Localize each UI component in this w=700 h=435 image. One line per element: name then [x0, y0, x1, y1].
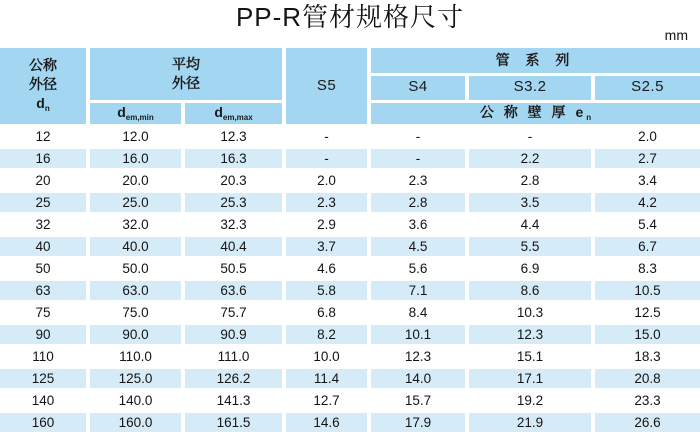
table-cell: 12.7 [284, 389, 369, 411]
table-cell: - [369, 125, 467, 147]
table-cell: 2.2 [467, 147, 593, 169]
unit-label: mm [664, 27, 688, 43]
page-title: PP-R管材规格尺寸 [235, 2, 465, 32]
table-cell: 140.0 [88, 389, 183, 411]
header-nominal-od-symbol: $d_n$ [36, 95, 50, 114]
header-dem-max: $d_{em,max}$ [183, 101, 284, 125]
table-cell: 4.6 [284, 257, 369, 279]
table-cell: 14.0 [369, 367, 467, 389]
table-cell: 8.4 [369, 301, 467, 323]
table-cell: 12.3 [183, 125, 284, 147]
table-cell: 2.9 [284, 213, 369, 235]
table-cell: 32 [0, 213, 88, 235]
table-cell: 2.7 [593, 147, 700, 169]
table-cell: 8.2 [284, 323, 369, 345]
table-cell: 7.1 [369, 279, 467, 301]
table-cell: 40 [0, 235, 88, 257]
table-cell: 20.8 [593, 367, 700, 389]
table-row [0, 279, 700, 301]
header-nominal-od-line2: 外径 [29, 76, 57, 93]
table-cell: 2.3 [369, 169, 467, 191]
header-pipe-series: 管 系 列 [369, 48, 700, 74]
table-cell: 5.5 [467, 235, 593, 257]
table-cell: 25.3 [183, 191, 284, 213]
header-nominal-od [0, 48, 88, 125]
table-row [0, 257, 700, 279]
table-cell: 23.3 [593, 389, 700, 411]
table-cell: 90.9 [183, 323, 284, 345]
table-cell: 3.7 [284, 235, 369, 257]
table-row [0, 301, 700, 323]
table-cell: - [467, 125, 593, 147]
table-cell: 75 [0, 301, 88, 323]
table-row [0, 411, 700, 433]
table-cell: 160.0 [88, 411, 183, 433]
table-row [0, 345, 700, 367]
table-cell: 20.0 [88, 169, 183, 191]
table-cell: 110 [0, 345, 88, 367]
table-header [0, 48, 700, 125]
table-cell: 5.8 [284, 279, 369, 301]
table-cell: 10.3 [467, 301, 593, 323]
header-dem-min: $d_{em,min}$ [88, 101, 183, 125]
table-row [0, 191, 700, 213]
table-row [0, 125, 700, 147]
table-cell: 12.3 [369, 345, 467, 367]
table-cell: 12 [0, 125, 88, 147]
header-nominal-od-line1: 公称 [29, 57, 57, 74]
table-cell: 141.3 [183, 389, 284, 411]
header-s32: S3.2 [467, 74, 593, 101]
table-cell: 10.1 [369, 323, 467, 345]
table-cell: 4.4 [467, 213, 593, 235]
table-cell: 90.0 [88, 323, 183, 345]
table-cell: 10.5 [593, 279, 700, 301]
header-s25: S2.5 [593, 74, 700, 101]
table-row [0, 367, 700, 389]
header-avg-od-line1: 平均 [172, 55, 200, 72]
table-cell: 2.3 [284, 191, 369, 213]
table-cell: 110.0 [88, 345, 183, 367]
table-cell: 5.6 [369, 257, 467, 279]
header-avg-od-line2: 外径 [172, 74, 200, 91]
table-cell: - [369, 147, 467, 169]
table-row [0, 213, 700, 235]
table-cell: 19.2 [467, 389, 593, 411]
spec-table [0, 48, 700, 435]
table-cell: 3.5 [467, 191, 593, 213]
table-cell: 3.6 [369, 213, 467, 235]
table-cell: 50.0 [88, 257, 183, 279]
table-cell: 32.0 [88, 213, 183, 235]
table-cell: 50.5 [183, 257, 284, 279]
header-avg-od [88, 48, 284, 101]
table-cell: 3.4 [593, 169, 700, 191]
table-cell: 111.0 [183, 345, 284, 367]
table-cell: - [284, 125, 369, 147]
table-cell: - [284, 147, 369, 169]
table-cell: 125 [0, 367, 88, 389]
table-cell: 16.3 [183, 147, 284, 169]
table-cell: 10.0 [284, 345, 369, 367]
table-cell: 8.3 [593, 257, 700, 279]
table-cell: 2.8 [369, 191, 467, 213]
table-row [0, 389, 700, 411]
table-cell: 26.6 [593, 411, 700, 433]
table-cell: 14.6 [284, 411, 369, 433]
table-row [0, 147, 700, 169]
table-cell: 17.1 [467, 367, 593, 389]
table-cell: 5.4 [593, 213, 700, 235]
table-cell: 8.6 [467, 279, 593, 301]
table-cell: 160 [0, 411, 88, 433]
table-cell: 2.0 [593, 125, 700, 147]
table-body [0, 125, 700, 433]
table-cell: 6.7 [593, 235, 700, 257]
table-cell: 17.9 [369, 411, 467, 433]
table-cell: 20.3 [183, 169, 284, 191]
table-cell: 12.0 [88, 125, 183, 147]
table-cell: 21.9 [467, 411, 593, 433]
table-cell: 63.0 [88, 279, 183, 301]
table-row [0, 323, 700, 345]
table-cell: 12.5 [593, 301, 700, 323]
table-cell: 25 [0, 191, 88, 213]
table-row [0, 169, 700, 191]
table-cell: 63.6 [183, 279, 284, 301]
table-cell: 6.8 [284, 301, 369, 323]
table-cell: 6.9 [467, 257, 593, 279]
table-cell: 4.2 [593, 191, 700, 213]
table-cell: 63 [0, 279, 88, 301]
table-cell: 90 [0, 323, 88, 345]
table-cell: 12.3 [467, 323, 593, 345]
table-cell: 32.3 [183, 213, 284, 235]
table-cell: 161.5 [183, 411, 284, 433]
table-cell: 75.0 [88, 301, 183, 323]
table-cell: 40.4 [183, 235, 284, 257]
header-s4: S4 [369, 74, 467, 101]
table-cell: 15.7 [369, 389, 467, 411]
table-cell: 16 [0, 147, 88, 169]
header-s5: S5 [284, 48, 369, 125]
table-cell: 18.3 [593, 345, 700, 367]
table-cell: 16.0 [88, 147, 183, 169]
table-cell: 126.2 [183, 367, 284, 389]
table-cell: 20 [0, 169, 88, 191]
table-cell: 140 [0, 389, 88, 411]
table-row [0, 235, 700, 257]
table-cell: 11.4 [284, 367, 369, 389]
table-cell: 4.5 [369, 235, 467, 257]
table-cell: 15.1 [467, 345, 593, 367]
table-cell: 50 [0, 257, 88, 279]
table-cell: 40.0 [88, 235, 183, 257]
table-cell: 15.0 [593, 323, 700, 345]
table-cell: 25.0 [88, 191, 183, 213]
header-wall-thickness: 公 称 壁 厚 $e_n$ [369, 101, 700, 125]
table-cell: 2.8 [467, 169, 593, 191]
table-cell: 125.0 [88, 367, 183, 389]
table-cell: 75.7 [183, 301, 284, 323]
table-cell: 2.0 [284, 169, 369, 191]
